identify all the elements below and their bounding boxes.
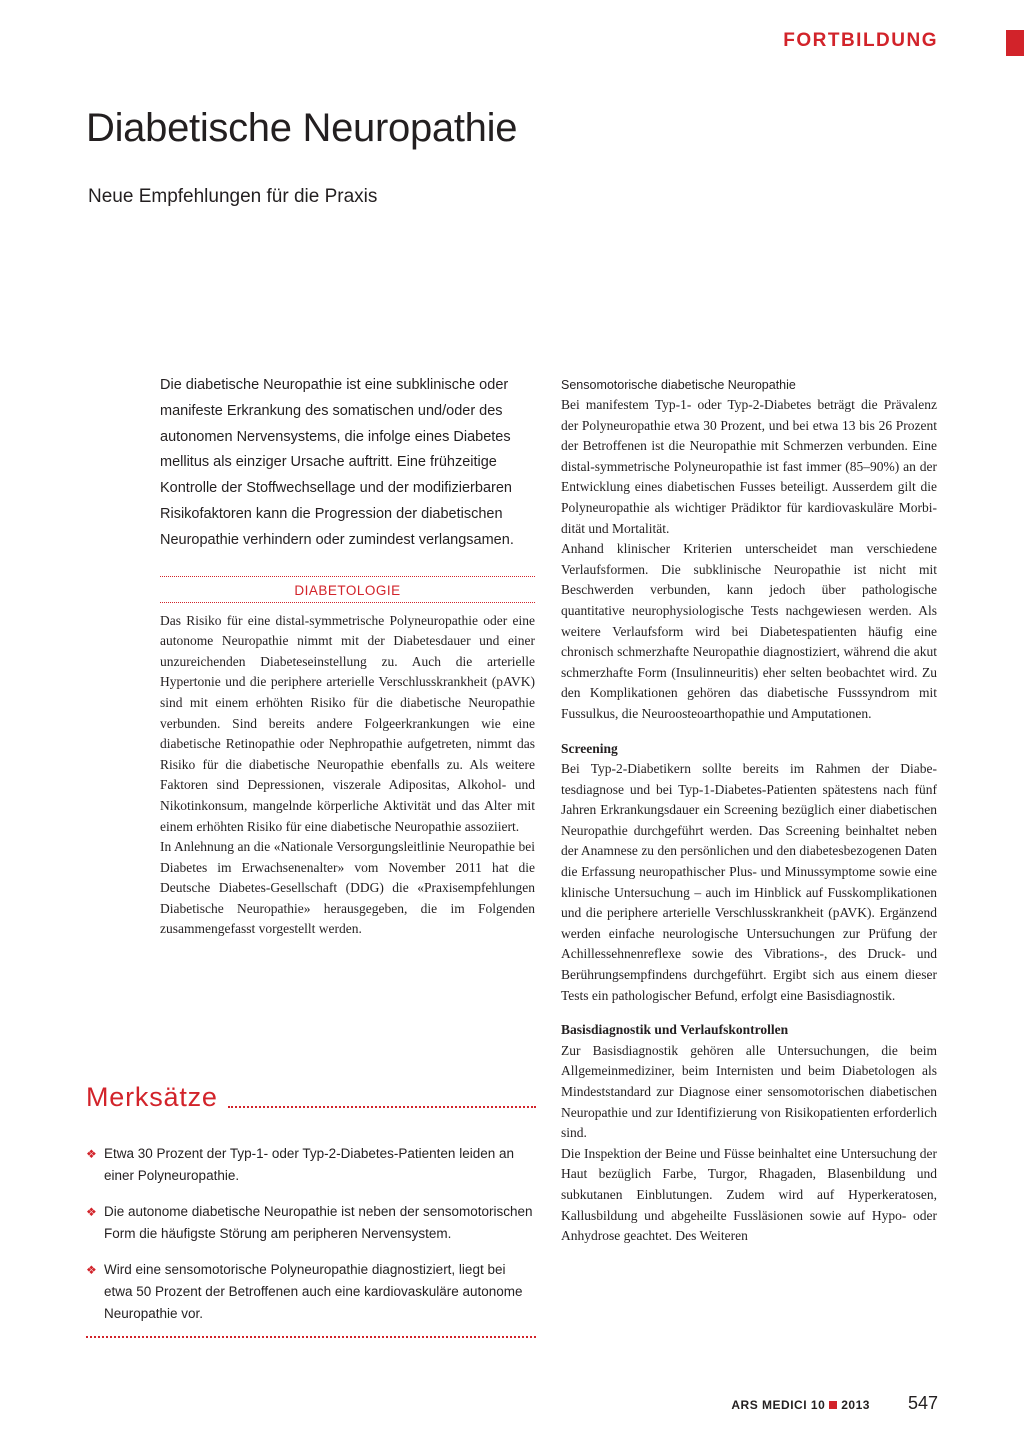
diamond-bullet-icon: ❖ <box>86 1147 97 1161</box>
list-item-text: Die autonome diabetische Neuropathie ist neben der sensomotorischen Form die häufigste Störung am peripheren Nervensystem. <box>104 1204 533 1241</box>
list-item <box>86 1201 536 1245</box>
right-column <box>561 376 937 1247</box>
body-paragraph: Bei manifestem Typ-1- oder Typ-2-Diabetes beträgt die Prävalenz der Polyneuropathie etwa 30 Prozent, und bei etwa 13 bis 26 Prozent der Betroffenen ist die Neuropathie mit Schmerzen verbunden. Eine distal-symmetrische Polyneuropathie ist fast immer (85–90%) an der Entwicklung eines diabetischen Fusses beteiligt. Ausserdem gilt die Polyneuropathie als wichtiger Prädiktor für kardiovaskuläre Morbidität und Mortalität. <box>561 397 937 536</box>
topic-label-box <box>160 576 535 603</box>
body-paragraph: In Anlehnung an die «Nationale Versorgungsleitlinie Neuropathie bei Diabetes im Erwachsenenalter» vom November 2011 hat die Deutsche Diabetes-Gesellschaft (DDG) die «Praxisempfehlungen Diabetische Neuropathie» herausgegeben, die im Folgenden zusammengefasst vorgestellt werden. <box>160 839 535 937</box>
dotted-divider <box>228 1106 536 1108</box>
dotted-divider <box>86 1336 536 1338</box>
body-paragraph: Die Inspektion der Beine und Füsse beinhaltet eine Untersuchung der Haut bezüglich Farbe, Turgor, Rhagaden, Blasenbildung und subkutanen Einblutungen. Zudem wird auf Hyperkeratosen, Kallusbildung und abgeheilte Fussläsionen sowie auf Hypo- oder Anhydrose geachtet. Des Weiteren <box>561 1145 937 1244</box>
article-title: Diabetische Neuropathie <box>86 106 518 150</box>
lead-paragraph: Die diabetische Neuropathie ist eine subklinische oder manifeste Erkrankung des somatischen und/oder des autonomen Nervensystems, die infolge eines Diabetes mellitus als einziger Ursache auftritt. Eine frühzeitige Kontrolle der Stoffwechsellage und der modifizierbaren Risikofaktoren kann die Progression der diabetischen Neuropathie verhindern oder zumindest verlangsamen. <box>160 377 514 548</box>
body-paragraph: Das Risiko für eine distal-symmetrische Polyneuropathie oder eine autonome Neuropathie nimmt mit der Diabetesdauer und einer unzureichenden Diabeteseinstellung zu. Auch die arterielle Hypertonie und die periphere arterielle Verschlusskrankheit (pAVK) sind mit einem erhöhten Risiko für die diabetische Neuropathie verbunden. Sind bereits andere Folgeerkrankungen wie eine diabetische Retinopathie oder Nephropathie aufgetreten, nimmt das Risiko für die diabetische Neuropathie ebenfalls zu. Als weitere Faktoren sind Depressionen, viszerale Adipositas, Alkohol- und Nikotinkonsum, mangelnde körperliche Aktivität und das Alter mit einem erhöhten Risiko für eine diabetische Neuropathie assoziiert. <box>160 612 535 834</box>
journal-name: ARS MEDICI 10 <box>731 1398 826 1412</box>
merksaetze-list <box>86 1143 536 1339</box>
list-item-text: Etwa 30 Prozent der Typ-1- oder Typ-2-Diabetes-Patienten leiden an einer Polyneuropathie. <box>104 1146 514 1183</box>
merksaetze-header <box>86 1080 536 1114</box>
list-item-text: Wird eine sensomotorische Polyneuropathie diagnostiziert, liegt bei etwa 50 Prozent der Betroffenen auch eine kardiovaskuläre autonome Neuropathie vor. <box>104 1262 523 1321</box>
merksaetze-title: Merksätze <box>86 1082 218 1112</box>
footer-square-icon <box>829 1401 837 1409</box>
issue-year: 2013 <box>841 1398 870 1412</box>
corner-accent-block <box>1006 30 1024 56</box>
left-column <box>160 373 535 940</box>
section-heading: Screening <box>561 740 618 756</box>
diamond-bullet-icon: ❖ <box>86 1263 97 1277</box>
body-paragraph: Bei Typ-2-Diabetikern sollte bereits im Rahmen der Diabetesdiagnose und bei Typ-1-Diabetes-Patienten spätestens nach fünf Jahren Erkrankungsdauer ein Screening bezüglich einer diabetischen Neuropathie durchgeführt werden. Das Screening beinhaltet neben der Anamnese zu den persönlichen und den diabetesbezogenen Daten die Erfassung neuropathischer Plus- und Minussymptome sowie eine klinische Untersuchung – auch im Hinblick auf Fusskomplikationen und die periphere arterielle Verschlusskrankheit (pAVK). Ergänzend werden einfache neurologische Untersuchungen zur Prüfung der Achillessehnenreflexe sowie des Vibrations-, des Druck- und Berührungsempfindens durchgeführt. Ergibt sich aus einem dieser Tests ein pathologischer Befund, erfolgt eine Basisdiagnostik. <box>561 761 937 1003</box>
topic-label: DIABETOLOGIE <box>294 582 401 598</box>
list-item <box>86 1259 536 1325</box>
list-item <box>86 1143 536 1187</box>
body-paragraph: Zur Basisdiagnostik gehören alle Untersuchungen, die beim Allgemeinmediziner, beim Internisten und beim Diabetologen als Mindeststandard zur Diagnose einer sensomotorischen diabetischen Neuropathie und zur Identifizierung von Risikopatienten erforderlich sind. <box>561 1042 937 1141</box>
section-heading: Sensomotorische diabetische Neuropathie <box>561 378 796 392</box>
section-label: FORTBILDUNG <box>783 30 938 51</box>
dotted-divider <box>160 602 535 603</box>
diamond-bullet-icon: ❖ <box>86 1205 97 1219</box>
article-subtitle: Neue Empfehlungen für die Praxis <box>88 186 378 207</box>
body-paragraph: Anhand klinischer Kriterien unterscheidet man verschiedene Verlaufsformen. Die subklinische Neuropathie ist nicht mit Beschwerden verbunden, kann jedoch über pathologische quantitative neurophysiologische Tests nachgewiesen werden. Als weitere Verlaufsform wird bei Diabetespatienten häufig eine chronisch schmerzhafte Neuropathie diagnostiziert, während die akut schmerzhafte Form (Insulinneuritis) eher selten beobachtet wird. Zu den Komplikationen gehören das diabetische Fusssyndrom mit Fussulkus, die Neuroosteoarthopathie und Amputationen. <box>561 541 937 721</box>
page-footer <box>731 1393 938 1414</box>
page-number: 547 <box>907 1393 938 1413</box>
section-heading: Basisdiagnostik und Verlaufskontrollen <box>561 1022 789 1038</box>
